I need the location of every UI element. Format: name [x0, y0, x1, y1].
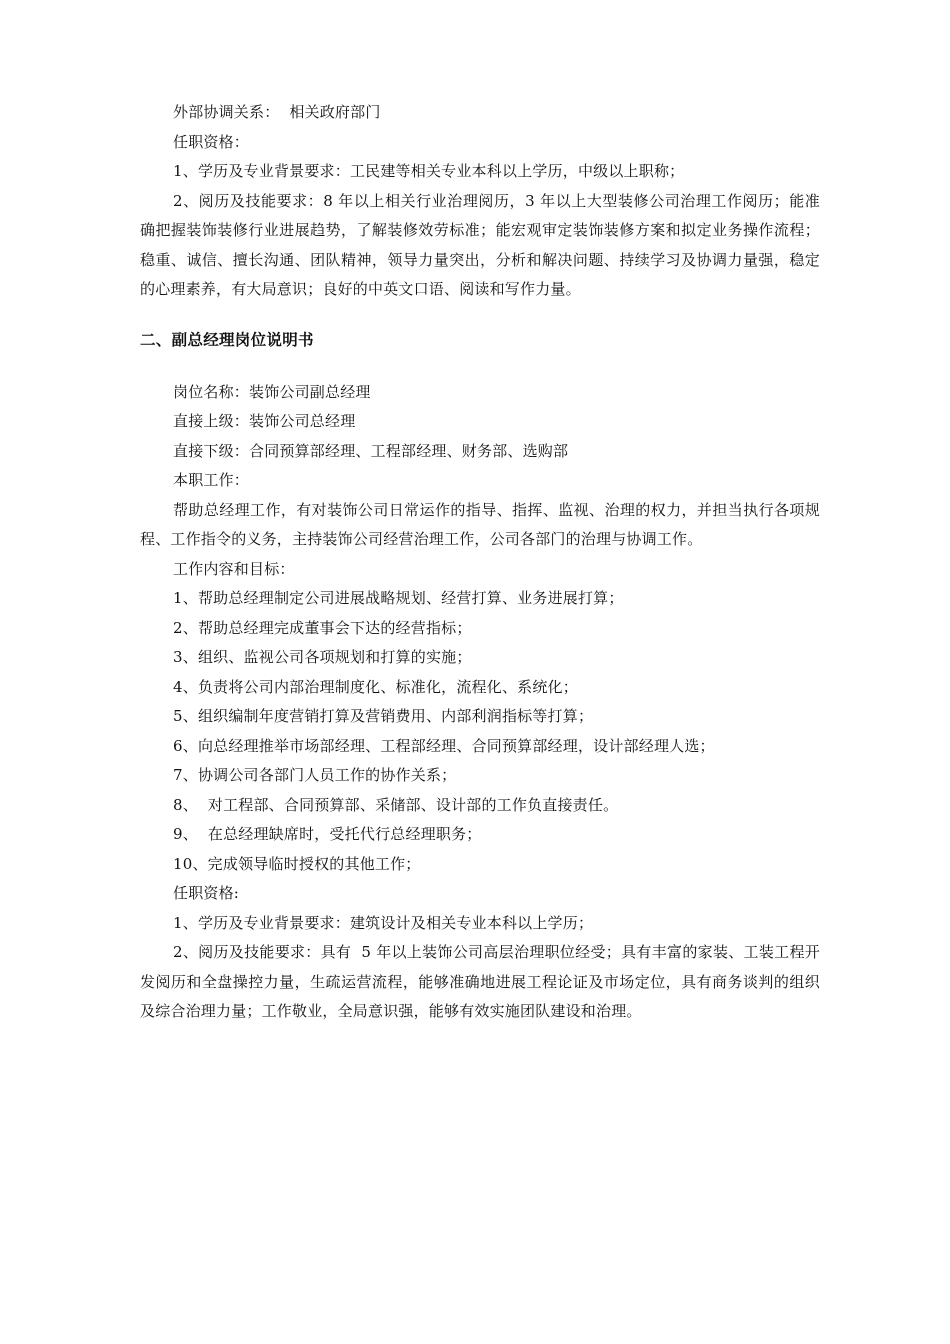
list-item: 10、完成领导临时授权的其他工作；	[173, 854, 421, 873]
experience-requirement: 2、阅历及技能要求：具有 5 年以上装饰公司高层治理职位经受；具有丰富的家装、工装工程开发阅历和全盘操控力量，生疏运营流程，能够准确地进展工程论证及市场定位，具有商务谈判的组织及综合治理力量；工作敬业，全局意识强，能够有效实施团队建设和治理。	[140, 943, 820, 1020]
experience-requirement: 2、阅历及技能要求：8 年以上相关行业治理阅历，3 年以上大型装修公司治理工作阅历；能准确把握装饰装修行业进展趋势，了解装修效劳标准；能宏观审定装饰装修方案和拟定业务操作流程；稳重、诚信、擅长沟通、团队精神，领导力量突出，分析和解决问题、持续学习及协调力量强，稳定的心理素养，有大局意识；良好的中英文口语、阅读和写作力量。	[140, 191, 820, 298]
list-item: 6、向总经理推举市场部经理、工程部经理、合同预算部经理，设计部经理人选；	[173, 736, 715, 755]
position-name: 岗位名称：装饰公司副总经理	[173, 382, 371, 401]
job-duty-label: 本职工作：	[173, 471, 250, 489]
direct-subordinates: 直接下级：合同预算部经理、工程部经理、财务部、选购部	[173, 441, 569, 460]
section-2	[140, 378, 820, 1027]
list-item: 8、 对工程部、合同预算部、采储部、设计部的工作负直接责任。	[173, 795, 619, 814]
external-coordination-line: 外部协调关系： 相关政府部门	[173, 103, 381, 121]
direct-superior: 直接上级：装饰公司总经理	[173, 412, 356, 430]
qualifications-label: 任职资格：	[173, 132, 250, 151]
work-content-label: 工作内容和目标：	[173, 559, 295, 578]
list-item: 5、组织编制年度营销打算及营销费用、内部利润指标等打算；	[173, 707, 594, 725]
list-item: 3、组织、监视公司各项规划和打算的实施；	[173, 648, 472, 666]
qualifications-label: 任职资格:	[173, 884, 240, 902]
job-duty-text: 帮助总经理工作，有对装饰公司日常运作的指导、指挥、监视、治理的权力，并担当执行各项规程、工作指令的义务，主持装饰公司经营治理工作，公司各部门的治理与协调工作。	[140, 500, 820, 548]
list-item: 2、帮助总经理完成董事会下达的经营指标；	[173, 618, 472, 637]
list-item: 1、帮助总经理制定公司进展战略规划、经营打算、业务进展打算；	[173, 589, 624, 607]
section-1	[140, 98, 820, 305]
list-item: 4、负责将公司内部治理制度化、标准化，流程化、系统化；	[173, 677, 578, 696]
education-requirement: 1、学历及专业背景要求：建筑设计及相关专业本科以上学历；	[173, 913, 594, 932]
section-2-heading: 二、副总经理岗位说明书	[140, 330, 314, 349]
document-page	[140, 98, 820, 1027]
list-item: 9、 在总经理缺席时，受托代行总经理职务；	[173, 825, 482, 843]
education-requirement: 1、学历及专业背景要求：工民建等相关专业本科以上学历，中级以上职称；	[173, 162, 685, 180]
list-item: 7、协调公司各部门人员工作的协作关系；	[173, 766, 457, 784]
